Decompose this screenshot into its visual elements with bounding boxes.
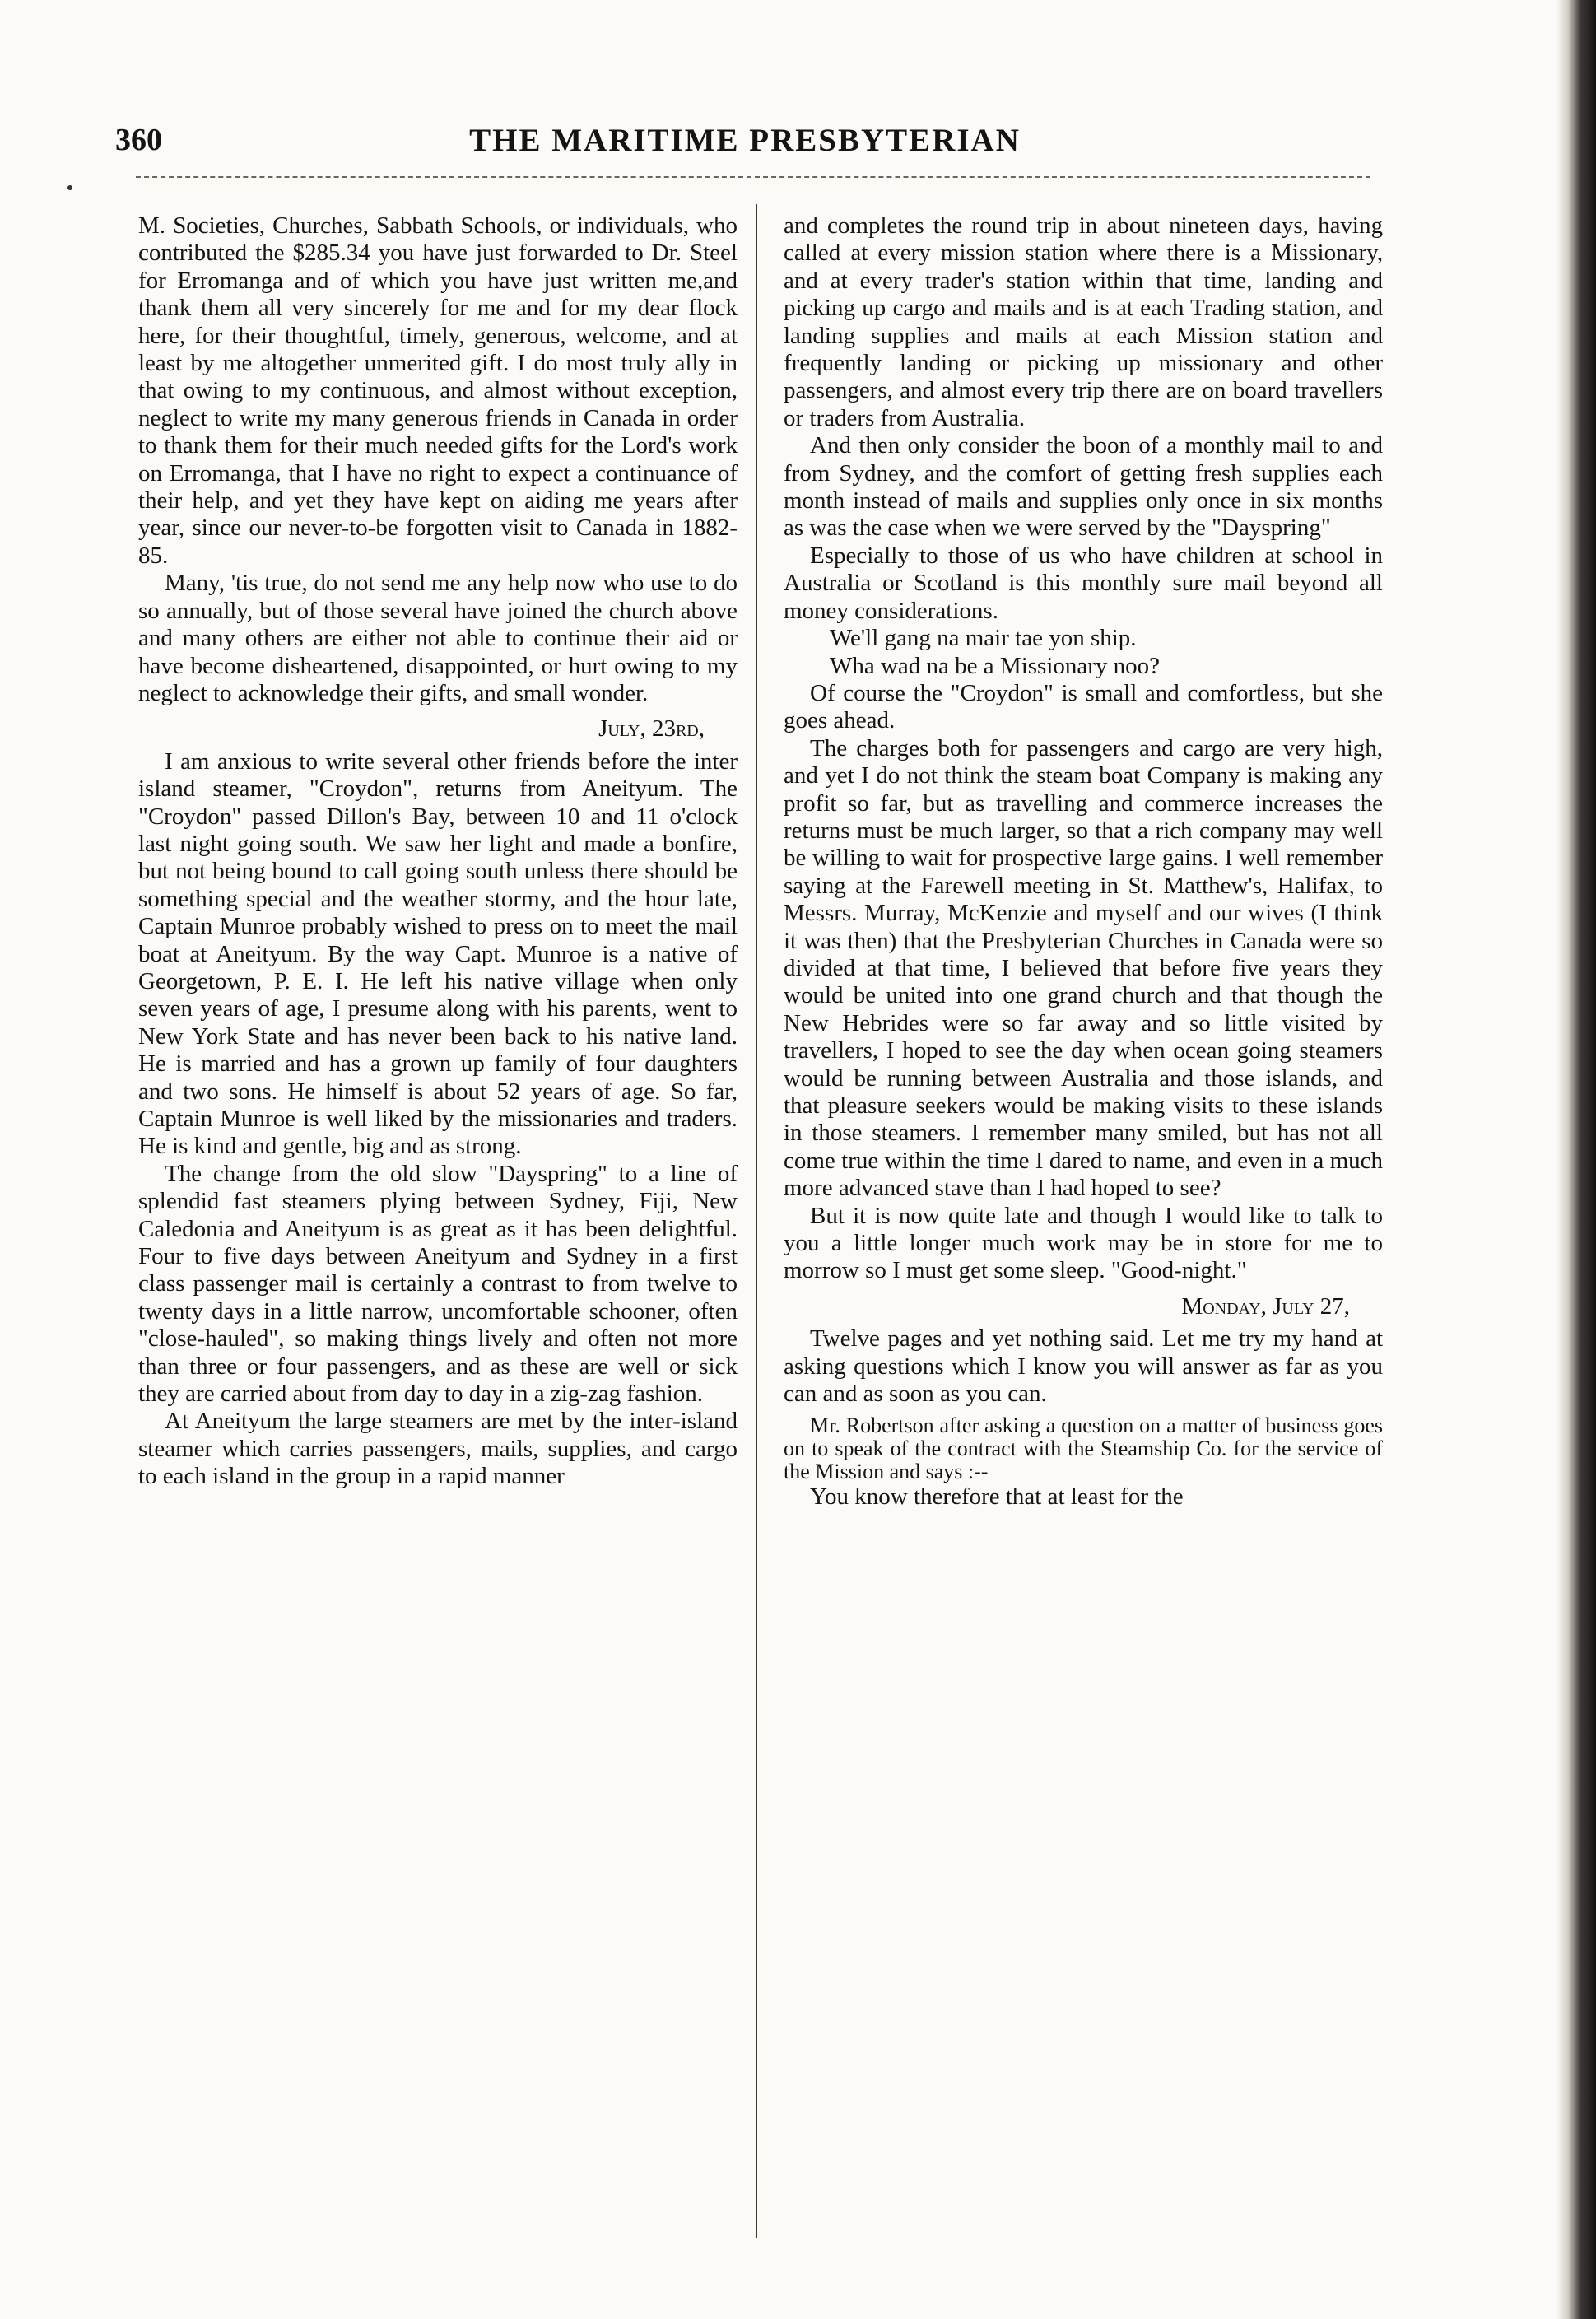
left-paragraph-4: The change from the old slow "Dayspring" to a line of splendid fast steamers plying between Sydney, Fiji, New Caledonia and Aneityum is as great as it has been delightful. Four to five days between Aneityum and Sydney in a first class passenger mail is certainly a contrast to from twelve to twenty days in a little narrow, uncomfortable schooner, often "close-hauled", so making things lively and often not more than three or four passengers, and as these are well or sick they are carried about from day to day in a zig-zag fashion. bbox=[138, 1160, 738, 1408]
column-divider bbox=[756, 204, 757, 2238]
right-column bbox=[784, 212, 1383, 1511]
left-paragraph-1: M. Societies, Churches, Sabbath Schools, or individuals, who contributed the $285.34 you have just forwarded to Dr. Steel for Erromanga and of which you have just written me,and thank them all very sincerely for me and for my dear flock here, for their thoughtful, timely, generous, welcome, and at least by me altogether unmerited gift. I do most truly ally in that owing to my continuous, and almost without exception, neglect to write my many generous friends in Canada in order to thank them for their much needed gifts for the Lord's work on Erromanga, that I have no right to expect a continuance of their help, and yet they have kept on aiding me years after year, since our never-to-be forgotten visit to Canada in 1882-85. bbox=[138, 212, 738, 569]
header-rule bbox=[136, 176, 1370, 178]
right-paragraph-3: Especially to those of us who have children at school in Australia or Scotland is this monthly sure mail beyond all money considerations. bbox=[784, 542, 1383, 624]
page-binding-edge bbox=[1556, 0, 1596, 2319]
page-number: 360 bbox=[115, 123, 162, 157]
ink-speck bbox=[67, 185, 72, 190]
running-title: THE MARITIME PRESBYTERIAN bbox=[469, 123, 1021, 158]
left-paragraph-3: I am anxious to write several other friends before the inter island steamer, "Croydon", returns from Aneityum. The "Croydon" passed Dillon's Bay, between 10 and 11 o'clock last night going south. We saw her light and made a bonfire, but not being bound to call going south unless there should be something special and the weather stormy, and the hour late, Captain Munroe probably wished to press on to meet the mail boat at Aneityum. By the way Capt. Munroe is a native of Georgetown, P. E. I. He left his native village when only seven years of age, I presume along with his parents, went to New York State and has never been back to his native land. He is married and has a grown up family of four daughters and two sons. He himself is about 52 years of age. So far, Captain Munroe is well liked by the missionaries and traders. He is kind and gentle, big and as strong. bbox=[138, 747, 738, 1160]
left-column bbox=[138, 212, 738, 1491]
right-paragraph-6: But it is now quite late and though I would like to talk to you a little longer much work may be in store for me to morrow so I must get some sleep. "Good-night." bbox=[784, 1202, 1383, 1284]
verse-line-1: We'll gang na mair tae yon ship. bbox=[830, 625, 1137, 652]
dateline-july-23: July, 23rd, bbox=[598, 715, 705, 743]
editorial-note: Mr. Robertson after asking a question on a matter of business goes on to speak of the contract with the Steamship Co. for the service of the Mission and says :-- bbox=[784, 1413, 1383, 1484]
right-paragraph-2: And then only consider the boon of a monthly mail to and from Sydney, and the comfort of getting fresh supplies each month instead of mails and supplies only once in six months as was the case when we were served by the "Dayspring" bbox=[784, 432, 1383, 542]
right-paragraph-4: Of course the "Croydon" is small and comfortless, but she goes ahead. bbox=[784, 679, 1383, 734]
right-paragraph-5: The charges both for passengers and cargo are very high, and yet I do not think the steam boat Company is making any profit so far, but as travelling and commerce increases the returns must be much larger, so that a rich company may well be willing to wait for prospective large gains. I well remember saying at the Farewell meeting in St. Matthew's, Halifax, to Messrs. Murray, McKenzie and myself and our wives (I think it was then) that the Presbyterian Churches in Canada were so divided at that time, I believed that before five years they would be united into one grand church and that though the New Hebrides were so far away and so little visited by travellers, I hoped to see the day when ocean going steamers would be running between Australia and those islands, and that pleasure seekers would be making visits to these islands in those steamers. I remember many smiled, but has not all come true within the time I dared to name, and even in a much more advanced stave than I had hoped to see? bbox=[784, 734, 1383, 1202]
left-paragraph-5: At Aneityum the large steamers are met by the inter-island steamer which carries passengers, mails, supplies, and cargo to each island in the group in a rapid manner bbox=[138, 1408, 738, 1490]
right-paragraph-1: and completes the round trip in about nineteen days, having called at every mission station where there is a Missionary, and at every trader's station within that time, landing and picking up cargo and mails and is at each Trading station, and landing supplies and mails at each Mission station and frequently landing or picking up missionary and other passengers, and almost every trip there are on board travellers or traders from Australia. bbox=[784, 212, 1383, 431]
verse-line-2: Wha wad na be a Missionary noo? bbox=[830, 652, 1161, 679]
right-paragraph-7: Twelve pages and yet nothing said. Let me try my hand at asking questions which I know you will answer as far as you can and as soon as you can. bbox=[784, 1325, 1383, 1408]
page-header bbox=[115, 122, 1375, 163]
dateline-monday-july-27: Monday, July 27, bbox=[1181, 1292, 1350, 1320]
right-paragraph-8: You know therefore that at least for the bbox=[810, 1483, 1184, 1511]
left-paragraph-2: Many, 'tis true, do not send me any help now who use to do so annually, but of those several have joined the church above and many others are either not able to continue their aid or have become disheartened, disappointed, or hurt owing to my neglect to acknowledge their gifts, and small wonder. bbox=[138, 570, 738, 706]
